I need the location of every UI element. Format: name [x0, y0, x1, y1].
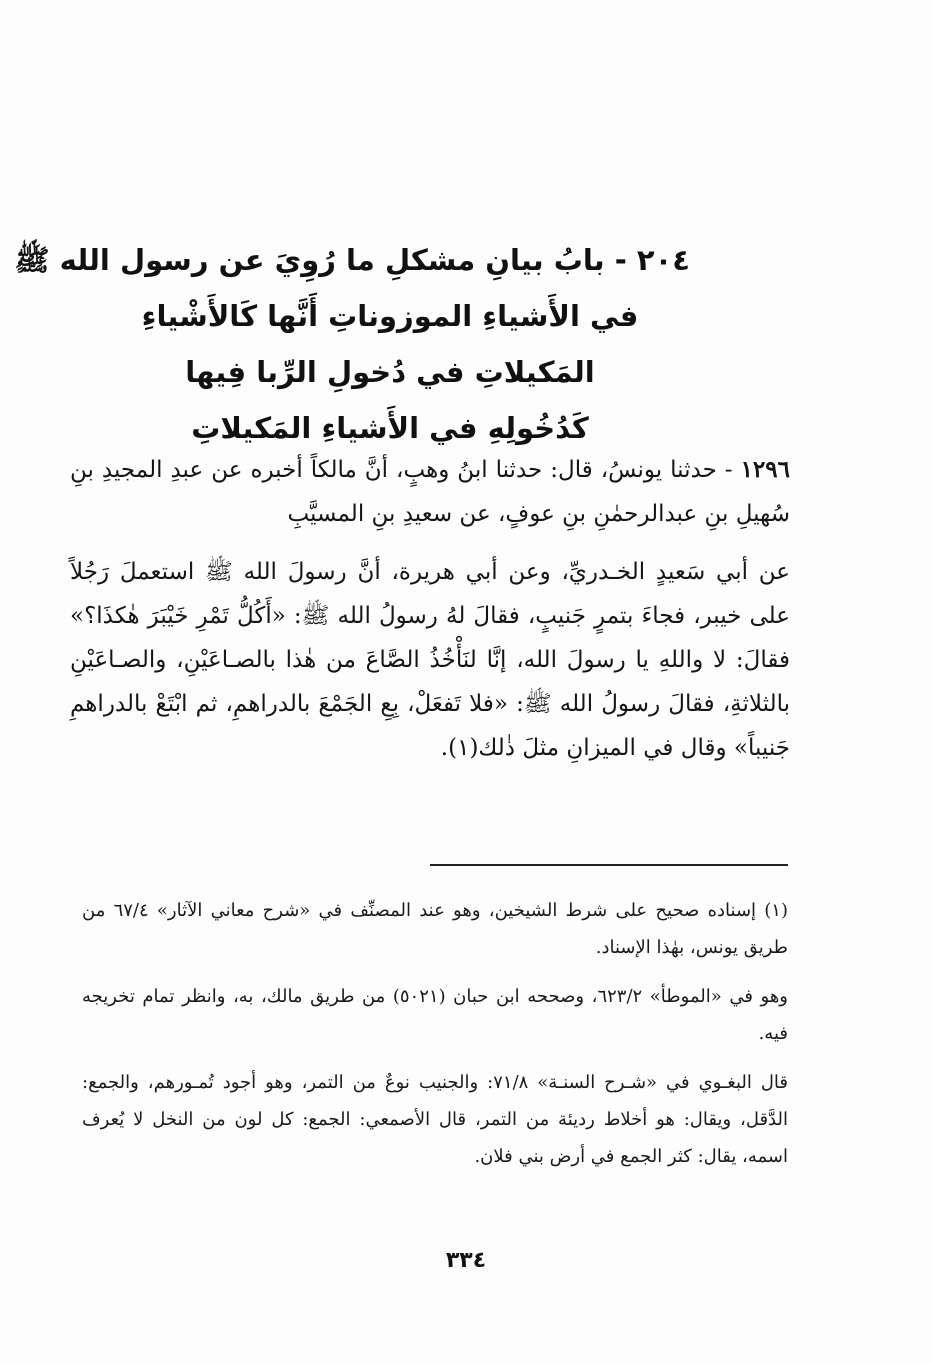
hadith-body: [70, 448, 790, 770]
chapter-heading-line: في الأَشياءِ الموزوناتِ أَنَّها كَالأَشْياءِ: [141, 299, 639, 333]
hadith-number: ١٢٩٦: [740, 456, 790, 483]
footnote-text: قال البغـوي في «شـرح السنـة» ٧١/٨: والجنيب نوعٌ من التمر، وهو أجود تُمـورهم، والجمع: الدَّقل، ويقال: هو أخلاط رديئة من التمر، قال الأصمعي: الجمع: كل لون من النخل لا يُعرف اسمه، يقال: كثر الجمع في أرض بني فلان.: [82, 1072, 788, 1167]
footnote-text: (١) إسناده صحيح على شرط الشيخين، وهو عند المصنِّف في «شرح معاني الآثار» ٦٧/٤ من طريق يونس، بهٰذا الإسناد.: [82, 900, 788, 958]
hadith-isnad: - حدثنا يونسُ، قال: حدثنا ابنُ وهبٍ، أنَّ مالكاً أخبره عن عبدِ المجيدِ بنِ سُهيلِ بنِ عبدالرحمٰنِ بنِ عوفٍ، عن سعيدِ بنِ المسيَّبِ: [70, 457, 790, 527]
page-number: ٣٣٤: [445, 1248, 487, 1273]
chapter-heading-line: ٢٠٤ - بابُ بيانِ مشكلِ ما رُوِيَ عن رسول الله ﷺ: [14, 243, 690, 277]
hadith-paragraph: عن أبي سَعيدٍ الخـدريِّ، وعن أبي هريرة، أنَّ رسولَ الله ﷺ استعملَ رَجُلاً على خيبر، فجاءَ بتمرٍ جَنيبٍ، فقالَ لهُ رسولُ الله ﷺ: «أَكُلُّ تَمْرِ خَيْبَرَ هٰكذَا؟» فقالَ: لا واللهِ يا رسولَ الله، إنَّا لنَأْخُذُ الصَّاعَ من هٰذا بالصـاعَيْنِ، والصـاعَيْنِ بالثلاثةِ، فقالَ رسولُ الله ﷺ: «فلا تَفعَلْ، بِعِ الجَمْعَ بالدراهمِ، ثم ابْتَعْ بالدراهمِ جَنيباً» وقال في الميزانِ مثلَ ذٰلك(١).: [70, 559, 790, 761]
footnote-separator: [430, 864, 788, 866]
footnote-text: وهو في «الموطأ» ٦٢٣/٢، وصححه ابن حبان (٥٠٢١) من طريق مالك، به، وانظر تمام تخريجه فيه.: [82, 986, 789, 1044]
chapter-heading: [14, 232, 690, 456]
chapter-heading-line: المَكيلاتِ في دُخولِ الرِّبا فِيها: [185, 355, 595, 389]
footnotes: [82, 892, 788, 1187]
chapter-heading-line: كَدُخُولِهِ في الأَشياءِ المَكيلاتِ: [191, 411, 589, 445]
hadith-paragraph: [70, 448, 790, 536]
